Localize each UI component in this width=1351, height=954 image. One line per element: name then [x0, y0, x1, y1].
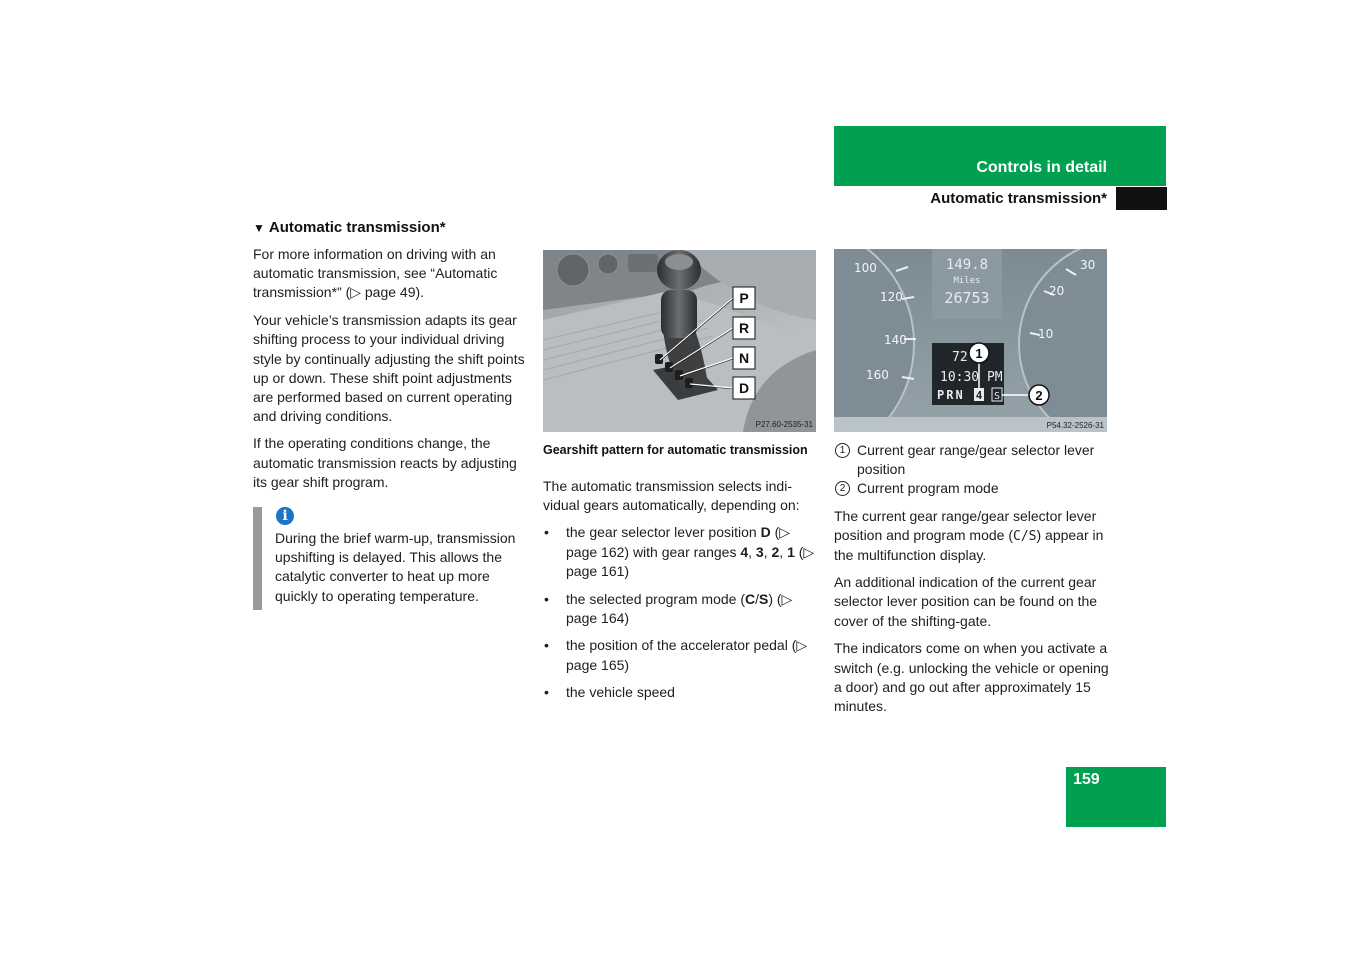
legend-number: 1 — [835, 443, 850, 458]
section-title-text: Automatic transmission* — [268, 219, 446, 236]
gear-label-p — [733, 287, 755, 309]
header-tab-marker — [1116, 187, 1167, 210]
speed-tick: 120 — [880, 290, 903, 304]
list-item: • the selected program mode (C/S) (▷ page 164) — [543, 590, 818, 628]
gear-label-r-text: R — [738, 320, 750, 336]
section-header: Automatic transmission* — [930, 190, 1107, 207]
list-item: • the vehicle speed — [543, 683, 818, 702]
legend-item-2 — [834, 479, 1114, 498]
header-band — [834, 126, 1166, 186]
time-readout: 10:30 PM — [940, 370, 1003, 385]
speed-tick: 100 — [854, 261, 877, 275]
legend-text: Current gear range/gear selector lever position — [857, 442, 1095, 478]
column-3 — [834, 441, 1114, 716]
gear-label-n-text: N — [738, 350, 750, 366]
image-code: P54.32-2526-31 — [1046, 421, 1104, 430]
gauge-tick: 30 — [1080, 258, 1096, 272]
image-code: P27.60-2535-31 — [755, 420, 813, 429]
callout-2 — [1029, 385, 1049, 405]
instrument-cluster-illustration — [834, 249, 1107, 432]
figure-caption: Gearshift pattern for automatic transmission — [543, 443, 808, 457]
callout-2-label: 2 — [1035, 388, 1043, 403]
paragraph: An additional indication of the current gear selector lever position can be found on the cover of the shifting-gate. — [834, 574, 1098, 629]
display-code: C/S — [1013, 528, 1037, 544]
gauge-tick: 10 — [1038, 327, 1054, 341]
callout-1 — [969, 343, 989, 363]
info-text: During the brief warm-up, transmission upshifting is delayed. This allows the catalytic converter to heat up more quickly to operating temperature. — [275, 530, 516, 604]
list-item: • the gear selector lever position D (▷ page 162) with gear ranges 4, 3, 2, 1 (▷ page 161) — [543, 523, 818, 581]
speed-tick: 160 — [866, 368, 889, 382]
legend-number: 2 — [835, 481, 850, 496]
active-gear: 4 — [975, 389, 983, 402]
callout-1-label: 1 — [975, 346, 983, 361]
section-title — [253, 219, 446, 236]
list-item: • the position of the accelerator pedal (▷ page 165) — [543, 636, 818, 674]
paragraph: The current gear range/gear selector lever position and program mode (C/S) appear in the multifunction display. — [834, 507, 1104, 564]
paragraph: The automatic transmission selects individual gears automatically, depending on: — [543, 478, 800, 514]
paragraph: The indicators come on when you activate a switch (e.g. unlocking the vehicle or opening a door) and go out after approximately 15 minutes. — [834, 640, 1109, 714]
unit-label: Miles — [953, 276, 981, 286]
temp-readout: 72 — [952, 350, 968, 365]
legend-item-1 — [834, 441, 1114, 479]
gearshift-illustration — [543, 250, 816, 432]
page-number: 159 — [1073, 771, 1100, 788]
info-box-bar — [253, 507, 262, 610]
chapter-title: Controls in detail — [976, 159, 1107, 176]
gear-label-d-text: D — [738, 380, 750, 396]
gear-range-readout: PRN — [937, 388, 965, 402]
info-icon: i — [276, 507, 294, 525]
column-2 — [543, 477, 818, 711]
gear-label-d — [733, 377, 755, 399]
gear-label-n — [733, 347, 755, 369]
legend-list — [834, 441, 1114, 499]
paragraph: Your vehicle’s transmission adapts its gear shifting process to your individual driving style by continually adjusting the shift points up or down. These shift point adjustments are performed based on current operating and driving conditions. — [253, 312, 525, 425]
trip-readout: 149.8 — [945, 257, 989, 273]
gear-label-r — [733, 317, 755, 339]
paragraph: For more information on driving with an automatic transmission, see “Automatic transmission*” (▷ page 49). — [253, 246, 498, 301]
program-mode: S — [993, 391, 1001, 402]
bullet-list — [543, 523, 818, 702]
legend-text: Current program mode — [857, 480, 999, 497]
speed-tick: 140 — [884, 333, 907, 347]
gear-label-p-text: P — [739, 290, 749, 306]
triangle-marker-icon: ▼ — [253, 221, 265, 235]
odometer-readout: 26753 — [944, 289, 990, 307]
instrument-cluster-image — [834, 249, 1107, 432]
gearshift-image — [543, 250, 816, 432]
paragraph: If the operating conditions change, the automatic transmission reacts by adjusting its gear shift program. — [253, 435, 517, 490]
column-1 — [253, 245, 528, 492]
gauge-tick: 20 — [1049, 284, 1065, 298]
